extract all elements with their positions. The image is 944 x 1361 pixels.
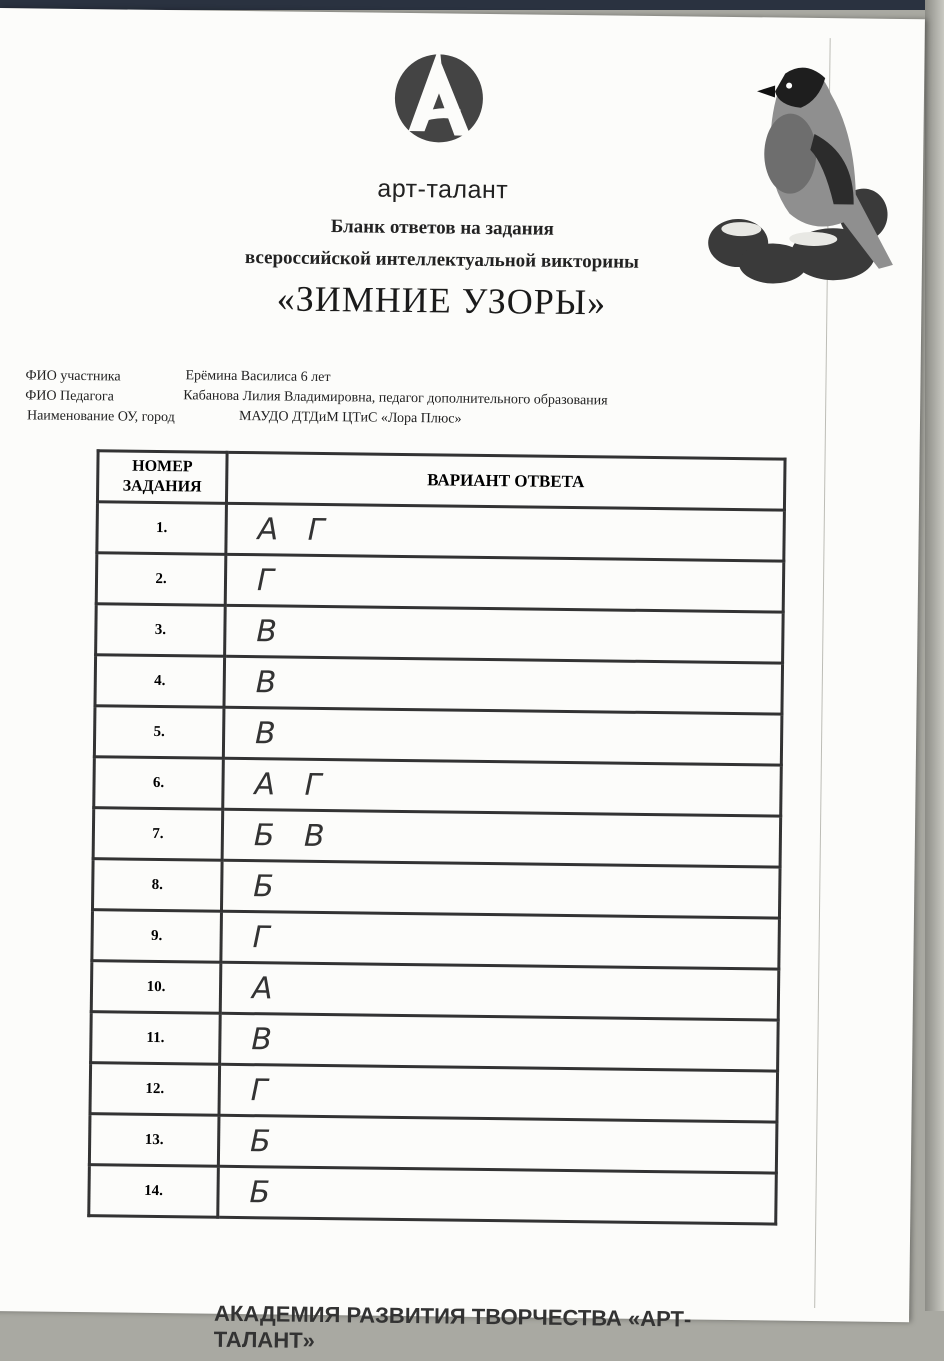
handwritten-answer: В	[225, 605, 784, 663]
task-number: 11.	[91, 1012, 221, 1065]
answer-rows	[89, 502, 785, 1224]
handwritten-answer: Б	[221, 860, 780, 918]
participant-row	[25, 368, 331, 386]
table-row	[94, 706, 782, 765]
participant-value: Ерёмина Василиса 6 лет	[185, 368, 331, 386]
table-row	[92, 859, 780, 918]
table-row	[93, 808, 781, 867]
background-strip	[0, 0, 944, 10]
table-row	[91, 961, 779, 1020]
quiz-title: «ЗИМНИЕ УЗОРЫ»	[276, 278, 607, 323]
handwritten-answer: Б	[218, 1166, 777, 1224]
handwritten-answer: Б	[218, 1115, 777, 1173]
handwritten-answer: В	[223, 707, 782, 765]
handwritten-answer: Г	[225, 554, 784, 612]
task-number: 2.	[96, 553, 226, 606]
table-row	[89, 1165, 777, 1224]
handwritten-answer: В	[220, 1013, 779, 1071]
brand-name: арт-талант	[377, 174, 509, 205]
header-line-1: Бланк ответов на задания	[330, 216, 555, 240]
handwritten-answer: Б В	[222, 809, 781, 867]
org-label: Наименование ОУ, город	[26, 408, 175, 426]
task-number: 4.	[95, 655, 225, 708]
handwritten-answer: В	[224, 656, 783, 714]
background-edge	[925, 0, 944, 1311]
task-number: 9.	[92, 910, 222, 963]
handwritten-answer: А	[220, 962, 779, 1020]
handwritten-answer: Г	[221, 911, 780, 969]
org-row	[26, 408, 462, 427]
table-row	[91, 1012, 779, 1071]
header-line-2: всероссийской интеллектуальной викторины	[244, 247, 640, 273]
table-row	[97, 502, 785, 561]
task-number: 6.	[94, 757, 224, 810]
teacher-row	[25, 388, 608, 409]
task-number: 3.	[96, 604, 226, 657]
task-number: 5.	[94, 706, 224, 759]
answer-table	[87, 449, 786, 1225]
task-number: 8.	[92, 859, 222, 912]
task-number: 14.	[89, 1165, 219, 1218]
table-row	[96, 604, 784, 663]
answer-sheet	[0, 8, 925, 1353]
handwritten-answer: Г	[219, 1064, 778, 1122]
org-value: МАУДО ДТДиМ ЦТиС «Лора Плюс»	[238, 408, 462, 427]
task-number: 10.	[91, 961, 221, 1014]
task-number: 13.	[89, 1114, 219, 1167]
art-talant-logo-icon	[390, 43, 487, 154]
table-row	[89, 1114, 777, 1173]
column-header-number: НОМЕР ЗАДАНИЯ	[97, 451, 227, 504]
handwritten-answer: А Г	[223, 758, 782, 816]
column-header-answer: ВАРИАНТ ОТВЕТА	[226, 452, 785, 510]
teacher-label: ФИО Педагога	[25, 388, 114, 405]
teacher-value: Кабанова Лилия Владимировна, педагог дополнительного образования	[183, 388, 608, 409]
table-row	[90, 1063, 778, 1122]
task-number: 7.	[93, 808, 223, 861]
task-number: 1.	[97, 502, 227, 555]
footer-banner: АКАДЕМИЯ РАЗВИТИЯ ТВОРЧЕСТВА «АРТ-ТАЛАНТ»	[213, 1300, 692, 1353]
bullfinch-illustration	[703, 53, 902, 291]
participant-label: ФИО участника	[25, 368, 121, 385]
table-row	[92, 910, 780, 969]
task-number: 12.	[90, 1063, 220, 1116]
table-row	[96, 553, 784, 612]
table-header-row	[97, 451, 785, 510]
table-row	[95, 655, 783, 714]
handwritten-answer: А Г	[226, 503, 785, 561]
table-row	[94, 757, 782, 816]
